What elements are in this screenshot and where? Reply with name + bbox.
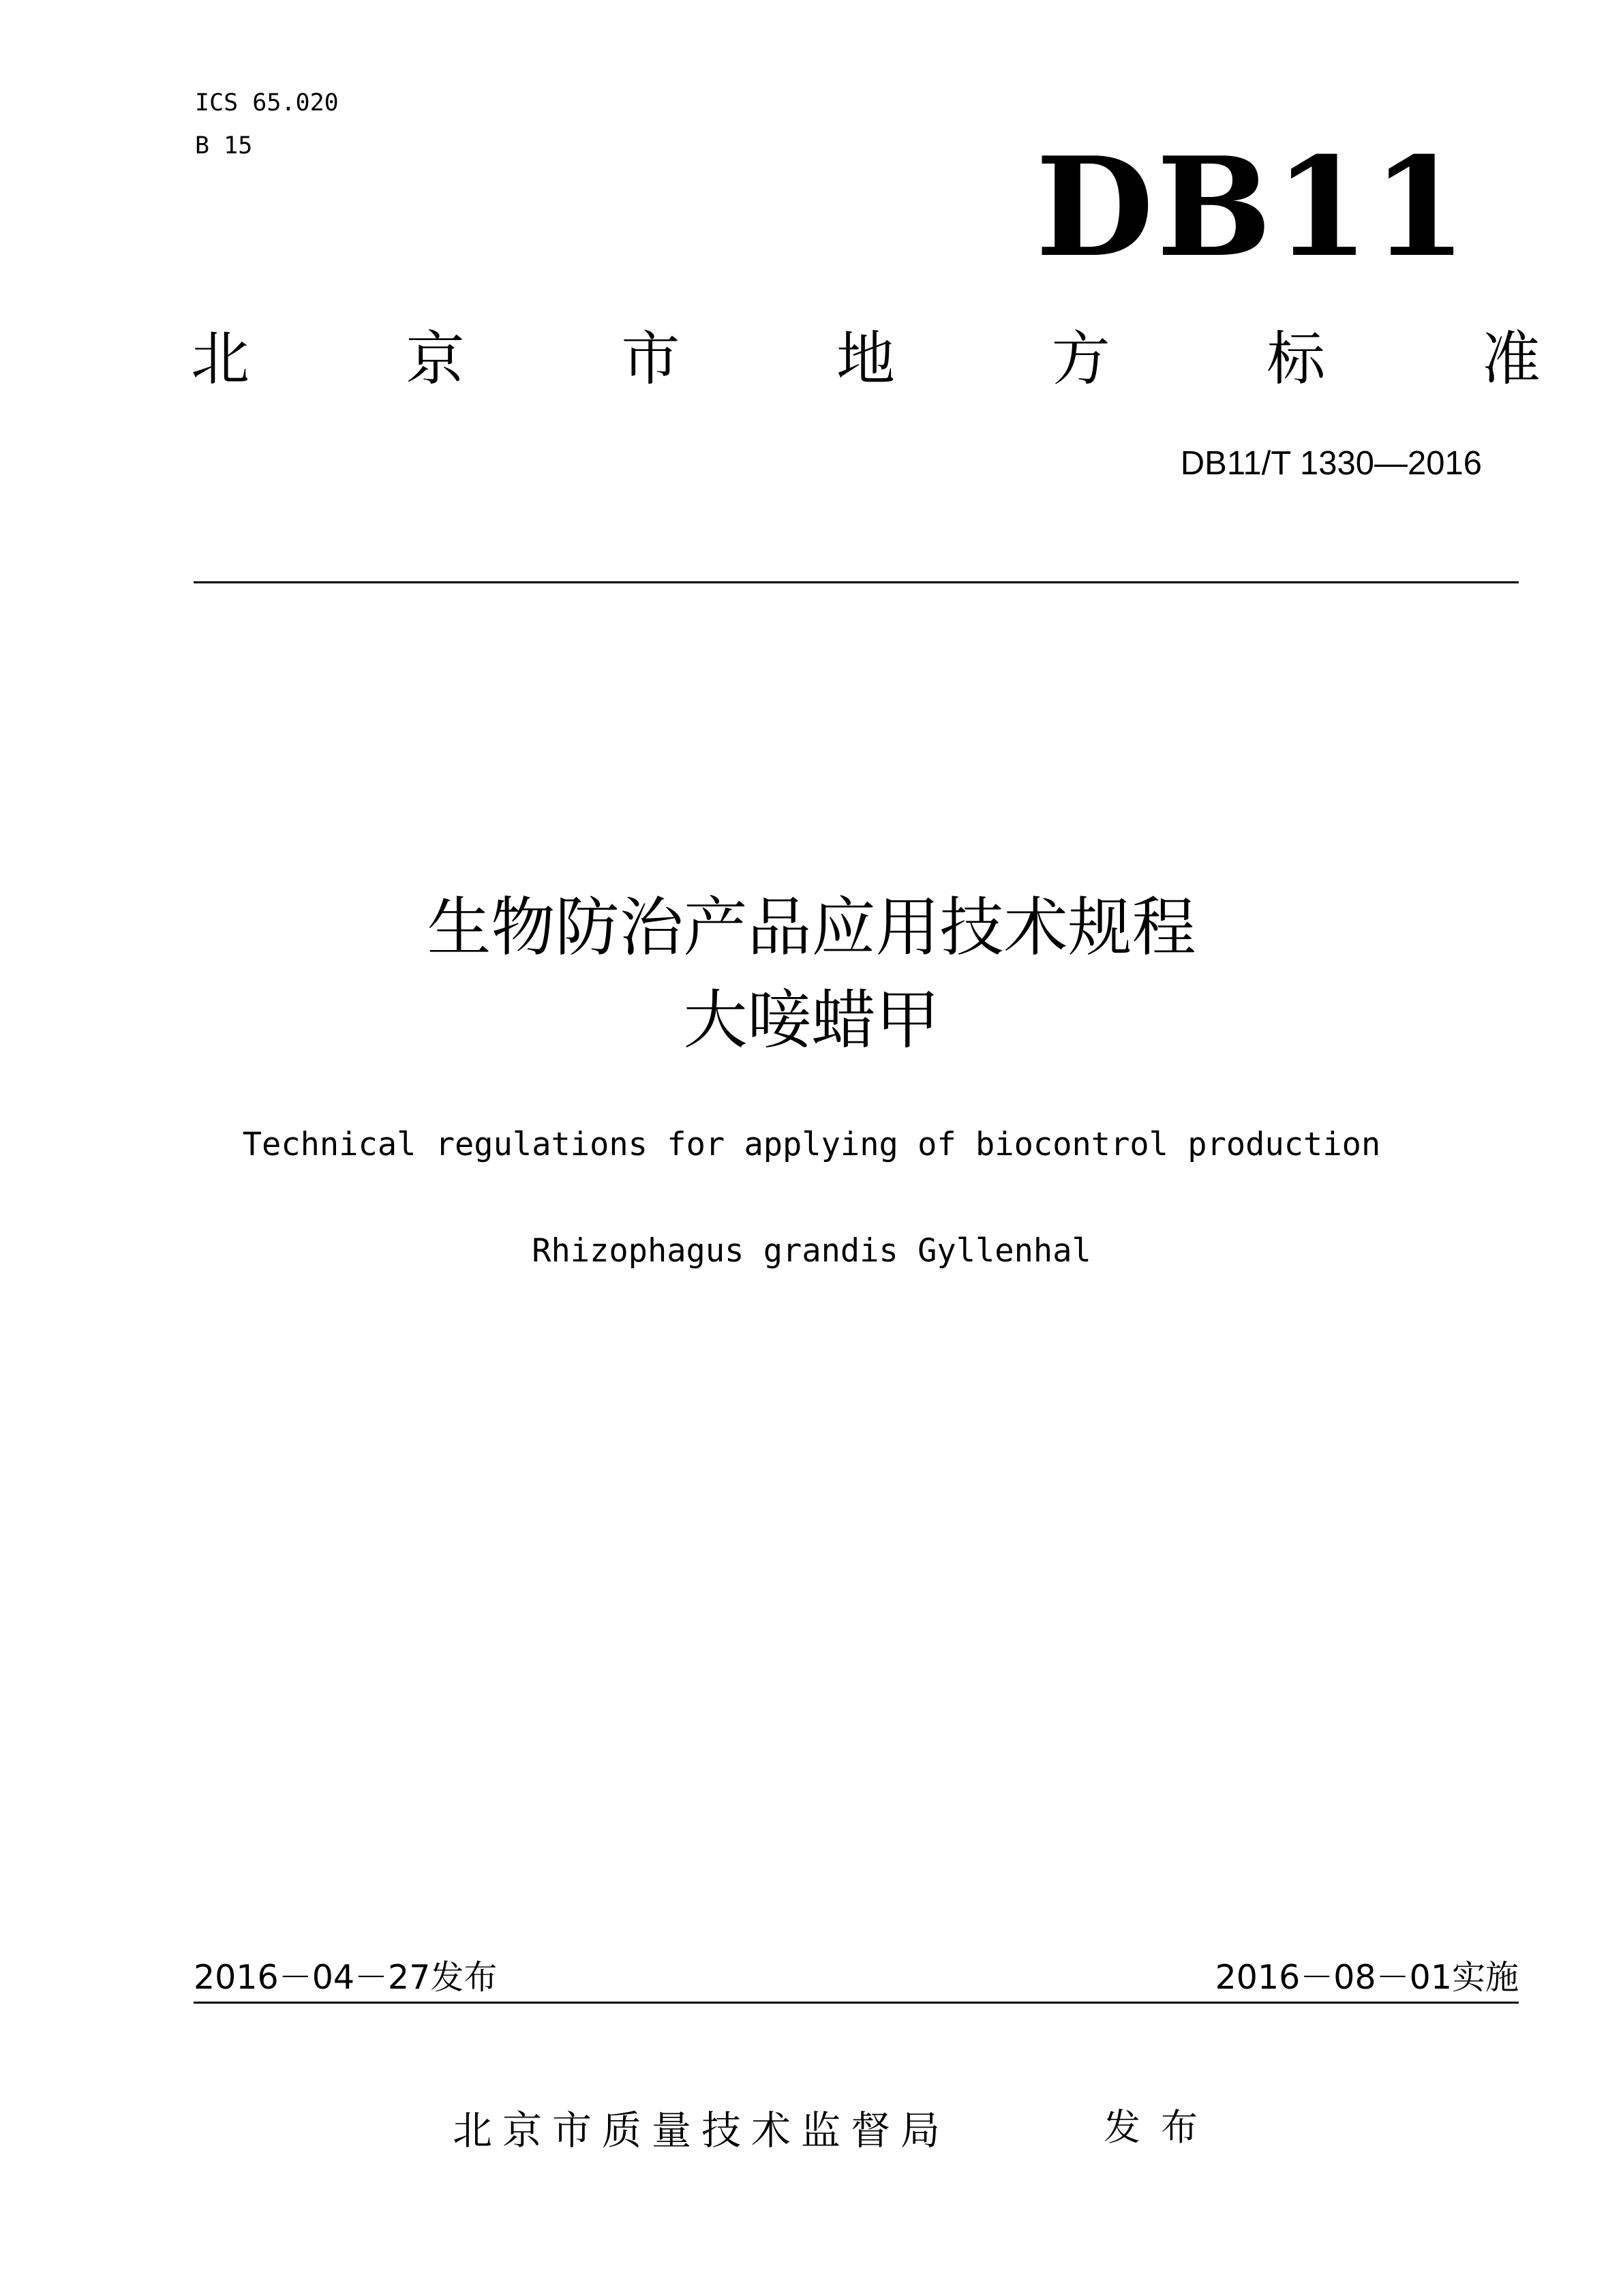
english-subtitle: Rhizophagus grandis Gyllenhal xyxy=(532,1232,1091,1270)
implementation-date: 2016－08－01实施 xyxy=(1215,1958,1519,1997)
chinese-subtitle: 大唼蜡甲 xyxy=(683,983,940,1058)
standard-code-mark: DB11 xyxy=(1035,127,1470,288)
standard-type-char: 北 xyxy=(191,325,249,393)
release-date: 2016－04－27发布 xyxy=(194,1958,498,1997)
chinese-title: 生物防治产品应用技术规程 xyxy=(427,891,1196,965)
classification-codes xyxy=(195,82,339,168)
ics-code: ICS 65.020 xyxy=(195,89,339,117)
standard-type-char: 市 xyxy=(621,325,680,393)
issuing-authority: 北京市质量技术监督局 xyxy=(453,2107,951,2154)
standard-type-char: 方 xyxy=(1051,325,1110,393)
header-divider xyxy=(194,581,1519,583)
english-title: Technical regulations for applying of biocontrol production xyxy=(242,1126,1381,1163)
standard-type-heading xyxy=(191,315,1541,403)
footer-divider xyxy=(194,2002,1519,2004)
standard-type-char: 京 xyxy=(406,325,465,393)
ccs-code: B 15 xyxy=(195,132,253,159)
standard-number: DB11/T 1330—2016 xyxy=(1180,445,1482,482)
publish-label: 发布 xyxy=(1104,2106,1218,2149)
standard-type-char: 准 xyxy=(1481,325,1541,393)
standard-type-char: 地 xyxy=(836,325,895,393)
standard-type-char: 标 xyxy=(1266,325,1326,393)
